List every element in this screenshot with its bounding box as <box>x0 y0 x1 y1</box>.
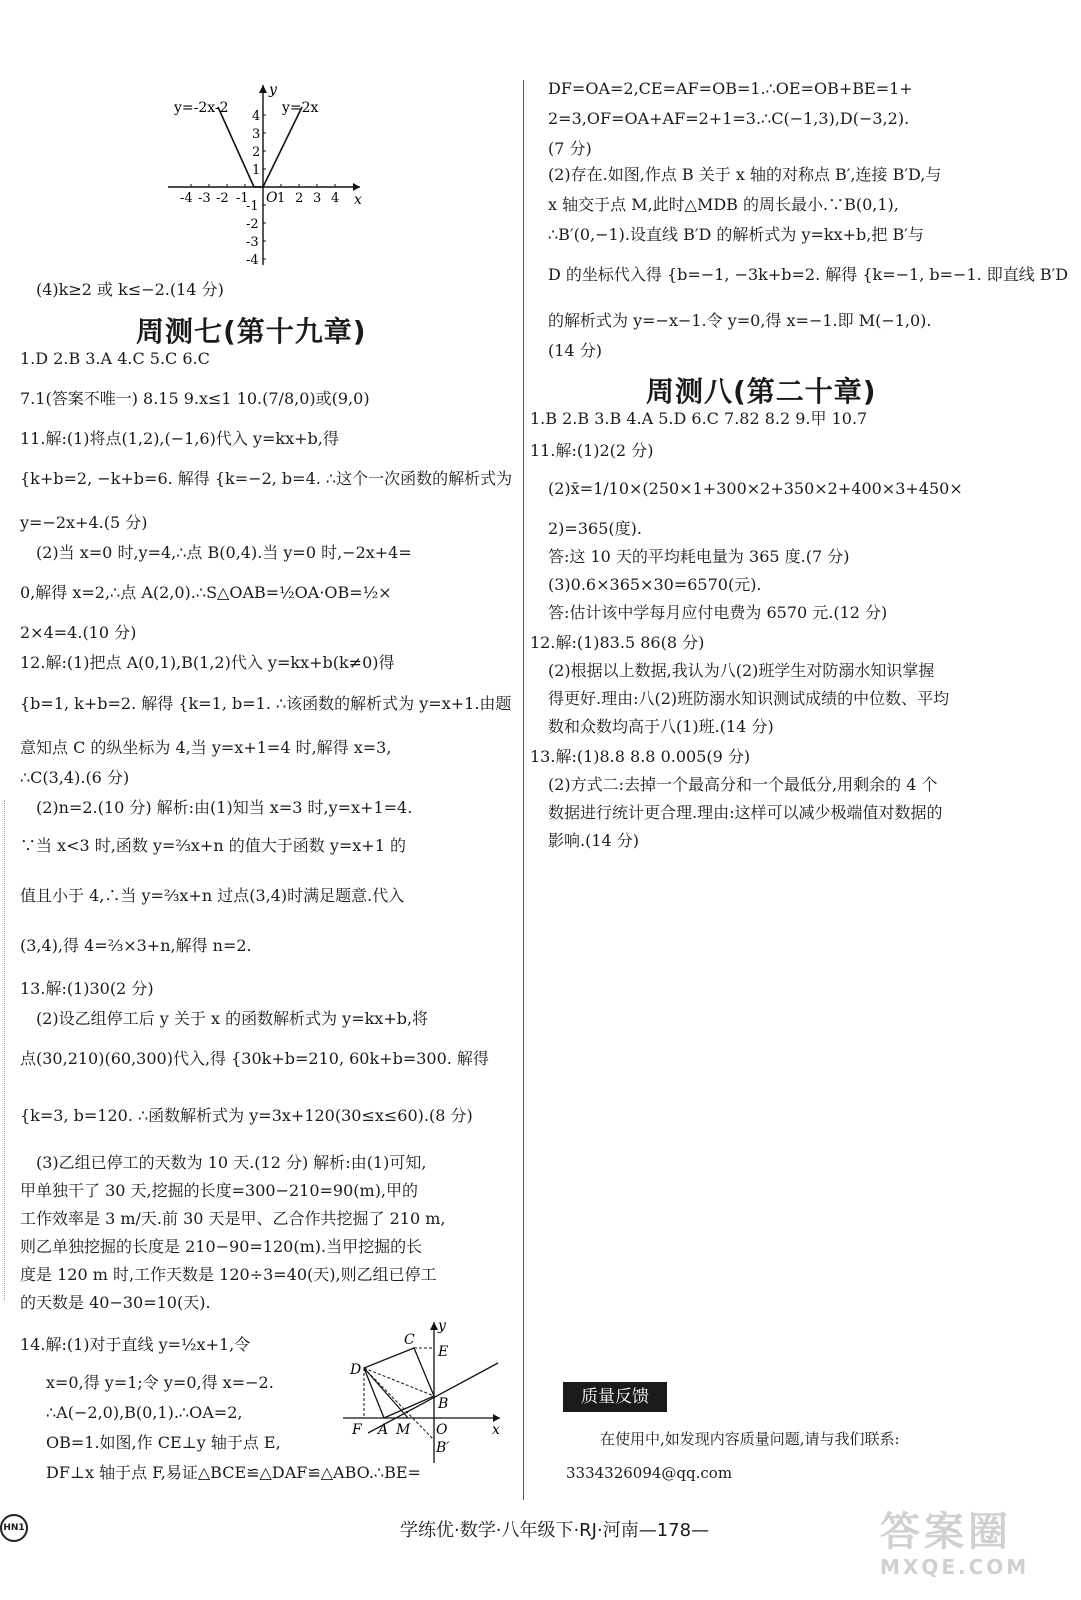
text-line: 影响.(14 分) <box>548 831 640 850</box>
graph1-x-ticks <box>180 191 339 206</box>
text-line: 2×4=4.(10 分) <box>20 623 137 642</box>
svg-text:2: 2 <box>252 145 261 160</box>
text-line: (2)根据以上数据,我认为八(2)班学生对防溺水知识掌握 <box>548 661 935 680</box>
quality-feedback-tag: 质量反馈 <box>563 1382 667 1412</box>
feedback-contact-link[interactable]: 3334326094@qq.com <box>566 1464 733 1482</box>
graph1-y-axis-label: y <box>269 82 277 98</box>
column-divider <box>523 80 524 1500</box>
text-line: D 的坐标代入得 {b=−1, −3k+b=2. 解得 {k=−1, b=−1. 即直线 B′D <box>548 265 1069 284</box>
svg-text:-3: -3 <box>246 235 259 250</box>
text-line: (2)设乙组停工后 y 关于 x 的函数解析式为 y=kx+b,将 <box>36 1009 429 1028</box>
text-line: 1.D 2.B 3.A 4.C 5.C 6.C <box>20 349 210 368</box>
text-line: 12.解:(1)把点 A(0,1),B(1,2)代入 y=kx+b(k≠0)得 <box>20 653 395 672</box>
text-line: ∵当 x<3 时,函数 y=⅔x+n 的值大于函数 y=x+1 的 <box>20 836 406 855</box>
svg-text:-1: -1 <box>246 199 259 214</box>
svg-text:-4: -4 <box>180 191 193 206</box>
text-line: 工作效率是 3 m/天.前 30 天是甲、乙合作共挖掘了 210 m, <box>20 1209 446 1228</box>
region-badge: HN1 <box>0 1514 28 1542</box>
text-line: (2)存在.如图,作点 B 关于 x 轴的对称点 B′,连接 B′D,与 <box>548 165 942 184</box>
svg-text:-2: -2 <box>216 191 229 206</box>
text-line: (3)乙组已停工的天数为 10 天.(12 分) 解析:由(1)可知, <box>36 1153 427 1172</box>
svg-text:1: 1 <box>277 191 286 206</box>
svg-text:4: 4 <box>252 109 261 124</box>
line-right-arm <box>263 107 302 187</box>
text-line: OB=1.如图,作 CE⊥y 轴于点 E, <box>46 1433 281 1452</box>
text-line: 13.解:(1)8.8 8.8 0.005(9 分) <box>530 747 751 766</box>
feedback-text: 在使用中,如发现内容质量问题,请与我们联系: <box>600 1430 900 1448</box>
text-line: (14 分) <box>548 341 602 360</box>
text-line: 点(30,210)(60,300)代入,得 {30k+b=210, 60k+b=300. 解得 <box>20 1049 489 1068</box>
text-line: (3)0.6×365×30=6570(元). <box>548 575 762 594</box>
page-footer: 学练优·数学·八年级下·RJ·河南—178— <box>400 1520 710 1541</box>
svg-text:2: 2 <box>295 191 304 206</box>
function-graph-1 <box>160 80 370 270</box>
text-line: 甲单独干了 30 天,挖掘的长度=300−210=90(m),甲的 <box>20 1181 419 1200</box>
text-line: 得更好.理由:八(2)班防溺水知识测试成绩的中位数、平均 <box>548 689 950 708</box>
text-line: 11.解:(1)将点(1,2),(−1,6)代入 y=kx+b,得 <box>20 429 339 448</box>
text-line: (2)当 x=0 时,y=4,∴点 B(0,4).当 y=0 时,−2x+4= <box>36 543 412 562</box>
text-line: {k=3, b=120. ∴函数解析式为 y=3x+120(30≤x≤60).(8 分) <box>20 1106 473 1125</box>
text-line: ∴B′(0,−1).设直线 B′D 的解析式为 y=kx+b,把 B′与 <box>548 225 924 244</box>
text-line: 7.1(答案不唯一) 8.15 9.x≤1 10.(7/8,0)或(9,0) <box>20 389 370 408</box>
text-line: 答:估计该中学每月应付电费为 6570 元.(12 分) <box>548 603 888 622</box>
text-line: 则乙单独挖掘的长度是 210−90=120(m).当甲挖掘的长 <box>20 1237 423 1256</box>
text-line: (3,4),得 4=⅔×3+n,解得 n=2. <box>20 936 252 955</box>
text-line: x=0,得 y=1;令 y=0,得 x=−2. <box>46 1373 274 1392</box>
svg-text:B′: B′ <box>436 1440 450 1456</box>
text-line: 12.解:(1)83.5 86(8 分) <box>530 633 705 652</box>
text-line: (2)x̄=1/10×(250×1+300×2+350×2+400×3+450× <box>548 479 963 498</box>
graph1-label-left: y=-2x-2 <box>174 100 229 116</box>
svg-text:A: A <box>378 1422 389 1438</box>
svg-text:O: O <box>436 1422 448 1438</box>
text-line: 的天数是 40−30=10(天). <box>20 1293 211 1312</box>
text-line: 数据进行统计更合理.理由:这样可以减少极端值对数据的 <box>548 803 943 822</box>
text-line: (4)k≥2 或 k≤−2.(14 分) <box>36 280 224 299</box>
text-line: {b=1, k+b=2. 解得 {k=1, b=1. ∴该函数的解析式为 y=x+1.由题 <box>20 694 512 713</box>
text-line: 度是 120 m 时,工作天数是 120÷3=40(天),则乙组已停工 <box>20 1265 437 1284</box>
svg-text:B: B <box>438 1396 449 1412</box>
graph1-y-ticks <box>246 109 260 268</box>
text-line: DF=OA=2,CE=AF=OB=1.∴OE=OB+BE=1+ <box>548 79 913 98</box>
section-heading-week7: 周测七(第十九章) <box>136 315 367 348</box>
text-line: 13.解:(1)30(2 分) <box>20 979 154 998</box>
text-line: ∴A(−2,0),B(0,1).∴OA=2, <box>46 1403 243 1422</box>
site-watermark-logo: 答案圈 MXQE.COM <box>880 1509 1030 1579</box>
svg-text:3: 3 <box>252 127 261 142</box>
text-line: 的解析式为 y=−x−1.令 y=0,得 x=−1.即 M(−1,0). <box>548 311 932 330</box>
section-heading-week8: 周测八(第二十章) <box>646 375 877 408</box>
text-line: ∴C(3,4).(6 分) <box>20 768 130 787</box>
text-line: 值且小于 4,∴当 y=⅔x+n 过点(3,4)时满足题意.代入 <box>20 886 405 905</box>
text-line: 1.B 2.B 3.B 4.A 5.D 6.C 7.82 8.2 9.甲 10.7 <box>530 409 868 428</box>
text-line: 11.解:(1)2(2 分) <box>530 441 654 460</box>
svg-text:-2: -2 <box>246 217 259 232</box>
text-line: 2=3,OF=OA+AF=2+1=3.∴C(−1,3),D(−3,2). <box>548 109 910 128</box>
geometry-figure-q14 <box>338 1318 508 1468</box>
text-line: (2)n=2.(10 分) 解析:由(1)知当 x=3 时,y=x+1=4. <box>36 798 413 817</box>
svg-text:3: 3 <box>313 191 322 206</box>
text-line: 2)=365(度). <box>548 519 642 538</box>
svg-text:E: E <box>438 1344 449 1360</box>
text-line: (7 分) <box>548 139 592 158</box>
graph1-origin: O <box>266 190 278 206</box>
graph1-label-right: y=2x <box>282 100 319 116</box>
text-line: 14.解:(1)对于直线 y=½x+1,令 <box>20 1335 251 1354</box>
svg-text:-4: -4 <box>246 253 259 268</box>
graph1-x-axis-label: x <box>354 192 362 208</box>
svg-text:1: 1 <box>252 163 261 178</box>
text-line: 答:这 10 天的平均耗电量为 365 度.(7 分) <box>548 547 850 566</box>
svg-text:y: y <box>438 1318 446 1334</box>
text-line: x 轴交于点 M,此时△MDB 的周长最小.∵B(0,1), <box>548 195 899 214</box>
margin-dotted-line <box>4 800 5 1300</box>
text-line: 意知点 C 的纵坐标为 4,当 y=x+1=4 时,解得 x=3, <box>20 738 392 757</box>
svg-text:x: x <box>492 1422 500 1438</box>
text-line: {k+b=2, −k+b=6. 解得 {k=−2, b=4. ∴这个一次函数的解析式为 <box>20 469 513 488</box>
svg-text:C: C <box>404 1332 415 1348</box>
text-line: 数和众数均高于八(1)班.(14 分) <box>548 717 774 736</box>
svg-text:4: 4 <box>331 191 340 206</box>
svg-text:F: F <box>352 1422 362 1438</box>
svg-text:-1: -1 <box>236 191 249 206</box>
text-line: 0,解得 x=2,∴点 A(2,0).∴S△OAB=½OA·OB=½× <box>20 583 392 602</box>
line-left-arm <box>218 107 254 187</box>
text-line: y=−2x+4.(5 分) <box>20 513 148 532</box>
text-line: (2)方式二:去掉一个最高分和一个最低分,用剩余的 4 个 <box>548 775 938 794</box>
svg-text:M: M <box>396 1422 411 1438</box>
svg-text:D: D <box>350 1362 362 1378</box>
svg-text:-3: -3 <box>198 191 211 206</box>
text-line: DF⊥x 轴于点 F,易证△BCE≌△DAF≌△ABO.∴BE= <box>46 1463 421 1482</box>
